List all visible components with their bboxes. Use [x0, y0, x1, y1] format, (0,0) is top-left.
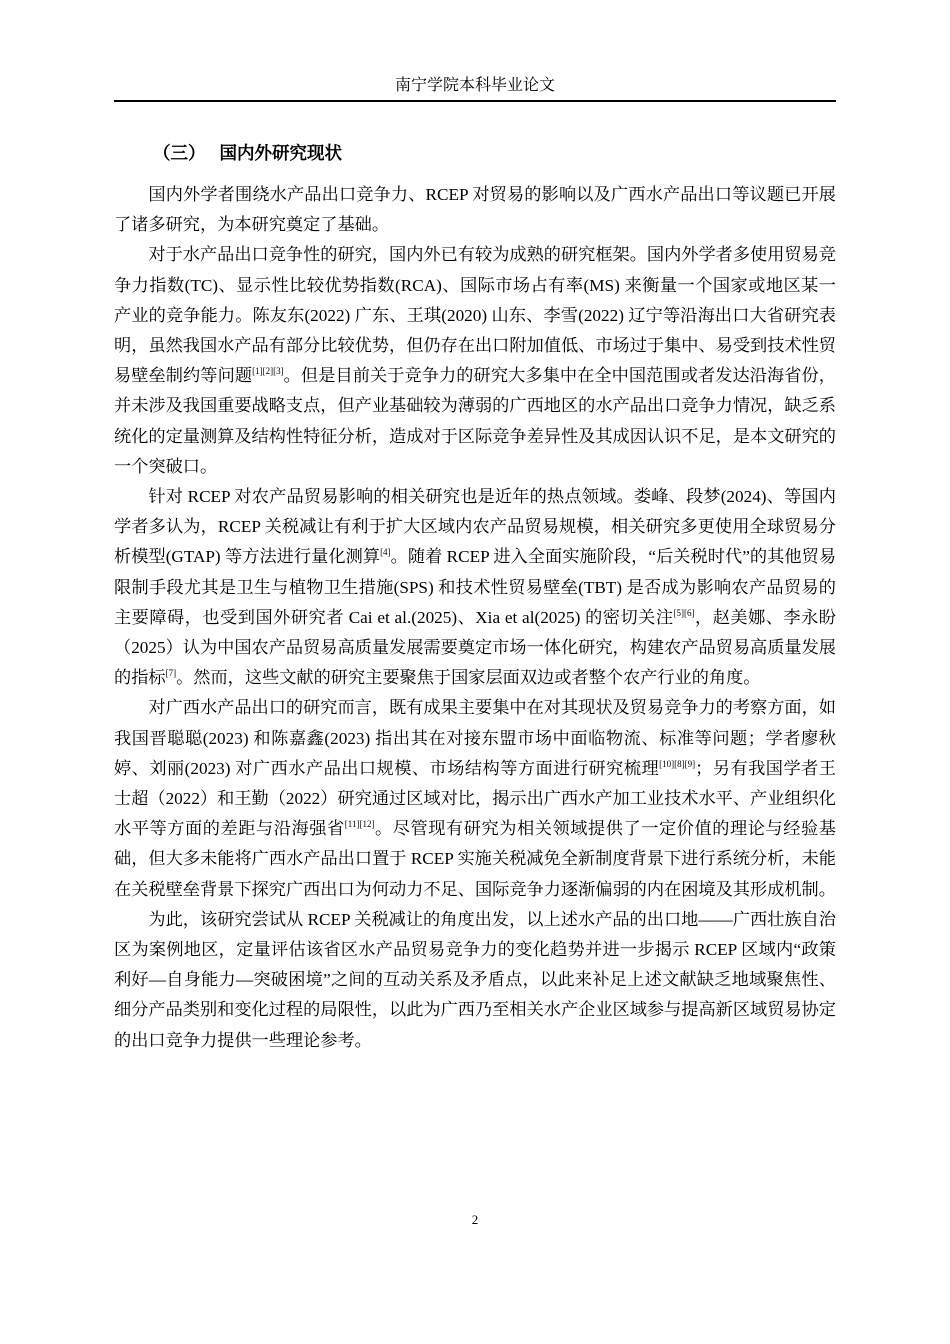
- citation-reference: [5][6]: [673, 607, 695, 618]
- paragraph-text: 针对 RCEP 对农产品贸易影响的相关研究也是近年的热点领域。娄峰、段梦(2024)、等国内学者多认为，RCEP 关税减让有利于扩大区域内农产品贸易规模，相关研究多更使用全球贸易分析模型(GTAP) 等方法进行量化测算: [114, 487, 836, 567]
- paragraph-text: 为此，该研究尝试从 RCEP 关税减让的角度出发，以上述水产品的出口地——广西壮族自治区为案例地区，定量评估该省区水产品贸易竞争力的变化趋势并进一步揭示 RCEP 区域内“政策利好—自身能力—突破困境”之间的互动关系及矛盾点，以此来补足上述文献缺乏地域聚焦性、细分产品类别和变化过程的局限性，以此为广西乃至相关水产企业区域参与提高新区域贸易协定的出口竞争力提供一些理论参考。: [114, 909, 836, 1050]
- section-number: （三）: [153, 143, 206, 163]
- citation-reference: [10][8][9]: [659, 758, 696, 769]
- paragraph-text: 对于水产品出口竞争性的研究，国内外已有较为成熟的研究框架。国内外学者多使用贸易竞争力指数(TC)、显示性比较优势指数(RCA)、国际市场占有率(MS) 来衡量一个国家或地区某一产业的竞争能力。陈友东(2022) 广东、王琪(2020) 山东、李雪(2022) 辽宁等沿海出口大省研究表明，虽然我国水产品有部分比较优势，但仍存在出口附加值低、市场过于集中、易受到技术性贸易壁垒制约等问题: [114, 245, 836, 386]
- header-divider: [114, 100, 836, 102]
- paragraph-text: 。然而，这些文献的研究主要聚焦于国家层面双边或者整个农产行业的角度。: [176, 668, 761, 688]
- citation-reference: [4]: [380, 547, 391, 558]
- citation-reference: [11][12]: [344, 819, 375, 830]
- paragraph: [114, 180, 836, 240]
- paragraph-text: ；另有我国学者王士超（2022）和王勤（2022）研究通过区域对比，揭示出广西水产加工业技术水平、产业组织化水平等方面的差距与沿海强省: [114, 758, 836, 839]
- page-header-title: 南宁学院本科毕业论文: [394, 77, 555, 94]
- paragraph-text: 对广西水产品出口的研究而言，既有成果主要集中在对其现状及贸易竞争力的考察方面，如我国晋聪聪(2023) 和陈嘉鑫(2023) 指出其在对接东盟市场中面临物流、标准等问题；学者廖秋婷、刘丽(2023) 对广西水产品出口规模、市场结构等方面进行研究梳理: [114, 698, 836, 778]
- paragraph-text: 国内外学者围绕水产品出口竞争力、RCEP 对贸易的影响以及广西水产品出口等议题已开展了诸多研究，为本研究奠定了基础。: [114, 185, 836, 235]
- page-number: 2: [471, 1212, 479, 1227]
- body-text: [114, 180, 836, 1056]
- section-title: 国内外研究现状: [219, 143, 342, 163]
- citation-reference: [1][2][3]: [252, 366, 284, 377]
- paragraph: [114, 482, 836, 693]
- paragraph: [114, 905, 836, 1056]
- citation-reference: [7]: [165, 668, 177, 679]
- section-heading: [153, 140, 342, 166]
- paragraph-text: 。但是目前关于竞争力的研究大多集中在全中国范围或者发达沿海省份，并未涉及我国重要战略支点，但产业基础较为薄弱的广西地区的水产品出口竞争力情况，缺乏系统化的定量测算及结构性特征分析，造成对于区际竞争差异性及其成因认识不足，是本文研究的一个突破口。: [114, 366, 836, 476]
- paragraph: [114, 693, 836, 904]
- paragraph-text: 。随着 RCEP 进入全面实施阶段，“后关税时代”的其他贸易限制手段尤其是卫生与植物卫生措施(SPS) 和技术性贸易壁垒(TBT) 是否成为影响农产品贸易的主要障碍，也受到国外研究者 Cai et al.(2025)、Xia et al(2025) 的密切关注: [114, 547, 837, 627]
- paragraph-text: 。尽管现有研究为相关领域提供了一定价值的理论与经验基础，但大多未能将广西水产品出口置于 RCEP 实施关税减免全新制度背景下进行系统分析，未能在关税壁垒背景下探究广西出口为何动力不足、国际竞争力逐渐偏弱的内在困境及其形成机制。: [114, 819, 836, 899]
- paragraph: [114, 240, 836, 482]
- paragraph-text: ，赵美娜、李永盼（2025）认为中国农产品贸易高质量发展需要奠定市场一体化研究，构建农产品贸易高质量发展的指标: [114, 607, 836, 688]
